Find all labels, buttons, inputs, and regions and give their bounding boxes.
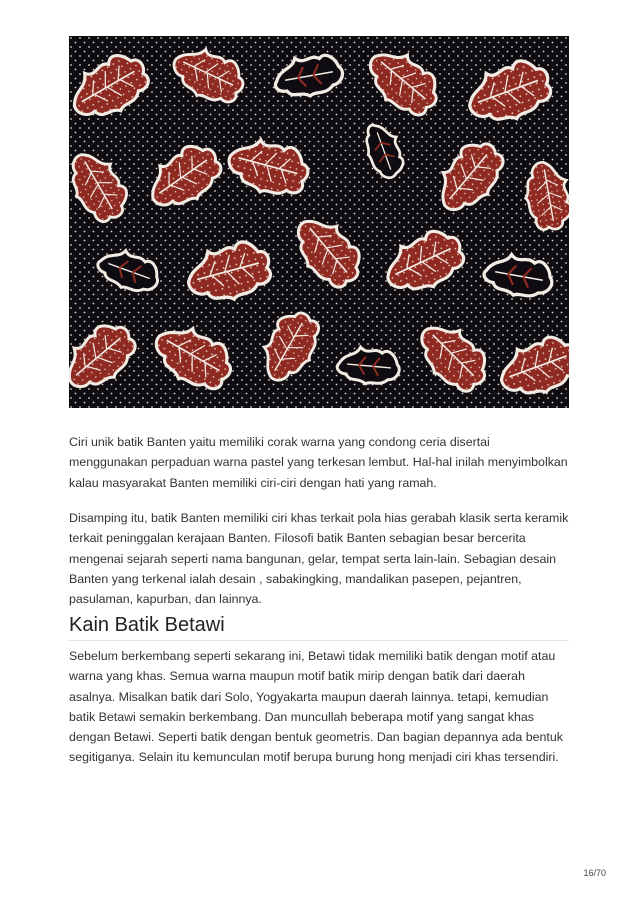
batik-banten-image	[69, 36, 569, 408]
paragraph-banten-characteristics: Ciri unik batik Banten yaitu memiliki corak warna yang condong ceria disertai menggunakan perpaduan warna pastel yang terkesan lembut. Hal-hal inilah menyimbolkan kalau masyarakat Banten memiliki ciri-ciri dengan hati yang ramah.	[69, 435, 568, 490]
paragraph-banten-philosophy: Disamping itu, batik Banten memiliki ciri khas terkait pola hias gerabah klasik serta keramik terkait peninggalan kerajaan Banten. Filosofi batik Banten sebagian besar bercerita mengenai sejarah seperti nama bangunan, gelar, tempat serta lain-lain. Sebagian desain Banten yang terkenal ialah desain , sabakingking, mandalikan pasepen, pejantren, pasulaman, kapurban, dan lainnya.	[69, 511, 569, 607]
section-heading-betawi: Kain Batik Betawi	[69, 614, 225, 636]
paragraph-betawi-history: Sebelum berkembang seperti sekarang ini, Betawi tidak memiliki batik dengan motif atau warna yang khas. Semua warna maupun motif batik mirip dengan batik dari daerah asalnya. Misalkan batik dari Solo, Yogyakarta maupun daerah lainnya. tetapi, kemudian batik Betawi semakin berkembang. Dan muncullah beberapa motif yang sangat khas dengan Betawi. Seperti batik dengan bentuk geometris. Dan bagian depannya ada bentuk segitiganya. Selain itu kemunculan motif berupa burung hong menjadi ciri khas tersendiri.	[69, 649, 563, 765]
page-number: 16/70	[583, 868, 606, 878]
heading-divider	[69, 640, 569, 641]
